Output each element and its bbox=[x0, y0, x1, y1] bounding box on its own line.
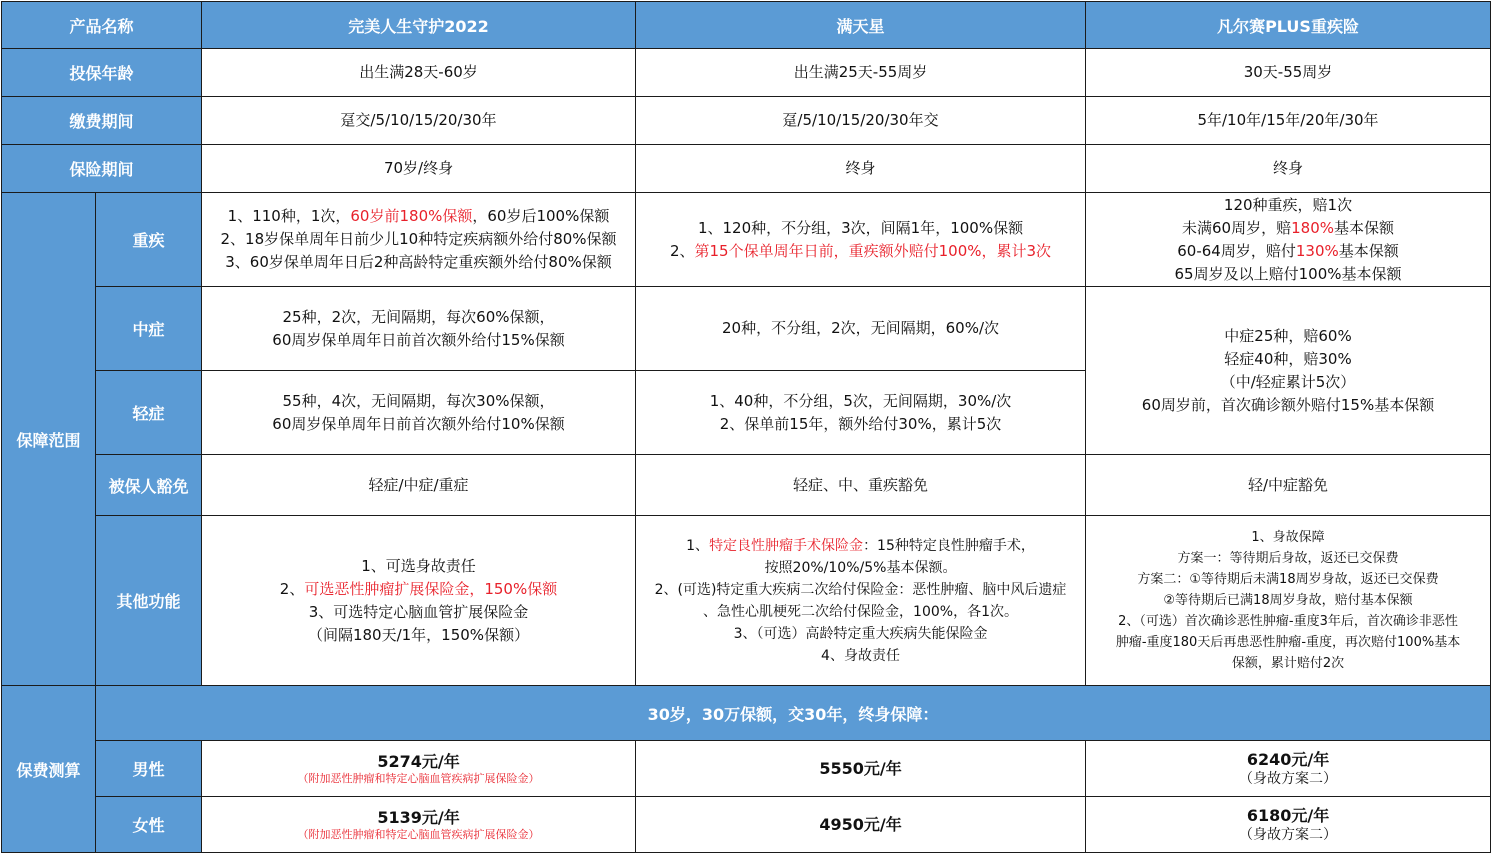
row-label-age: 投保年龄 bbox=[2, 49, 202, 97]
row-pay-period bbox=[2, 97, 1491, 145]
comparison-table bbox=[1, 1, 1491, 853]
medium-p1: 25种，2次，无间隔期，每次60%保额， 60周岁保单周年日前首次额外给付15%保额 bbox=[202, 287, 636, 371]
row-female bbox=[2, 797, 1491, 853]
premium-band-text: 30岁，30万保额，交30年，终身保障： bbox=[96, 686, 1491, 741]
mild-p1: 55种，4次，无间隔期，每次30%保额， 60周岁保单周年日前首次额外给付10%保额 bbox=[202, 371, 636, 455]
header-product-label: 产品名称 bbox=[2, 2, 202, 49]
sub-label-male: 男性 bbox=[96, 741, 202, 797]
term-p3: 终身 bbox=[1086, 145, 1491, 193]
age-p3: 30天-55周岁 bbox=[1086, 49, 1491, 97]
header-product-1: 完美人生守护2022 bbox=[202, 2, 636, 49]
female-p3: 6180元/年 （身故方案二） bbox=[1086, 797, 1491, 853]
row-insure-age bbox=[2, 49, 1491, 97]
row-other-functions bbox=[2, 516, 1491, 686]
row-premium-band bbox=[2, 686, 1491, 741]
row-waiver bbox=[2, 455, 1491, 516]
female-p1: 5139元/年 （附加恶性肿瘤和特定心脑血管疾病扩展保险金） bbox=[202, 797, 636, 853]
waiver-p3: 轻/中症豁免 bbox=[1086, 455, 1491, 516]
critical-p2: 1、120种，不分组，3次，间隔1年，100%保额 2、第15个保单周年日前，重疾额外赔付100%，累计3次 bbox=[636, 193, 1086, 287]
other-p2: 1、特定良性肿瘤手术保险金：15种特定良性肿瘤手术， 按照20%/10%/5%基本保额。 2、(可选)特定重大疾病二次给付保险金：恶性肿瘤、脑中风后遗症 、急性心肌梗死二次给付保险金，100%，各1次。 3、（可选）高龄特定重大疾病失能保险金 4、身故责任 bbox=[636, 516, 1086, 686]
row-insure-term bbox=[2, 145, 1491, 193]
medium-p2: 20种，不分组，2次，无间隔期，60%/次 bbox=[636, 287, 1086, 371]
sub-label-critical: 重疾 bbox=[96, 193, 202, 287]
medium-mild-p3: 中症25种，赔60% 轻症40种，赔30% （中/轻症累计5次） 60周岁前，首次确诊额外赔付15%基本保额 bbox=[1086, 287, 1491, 455]
header-product-2: 满天星 bbox=[636, 2, 1086, 49]
male-p3: 6240元/年 （身故方案二） bbox=[1086, 741, 1491, 797]
header-row bbox=[2, 2, 1491, 49]
male-p2: 5550元/年 bbox=[636, 741, 1086, 797]
pay-p1: 趸交/5/10/15/20/30年 bbox=[202, 97, 636, 145]
term-p1: 70岁/终身 bbox=[202, 145, 636, 193]
row-medium bbox=[2, 287, 1491, 371]
age-p1: 出生满28天-60岁 bbox=[202, 49, 636, 97]
other-p3: 1、身故保障 方案一：等待期后身故，返还已交保费 方案二：①等待期后未满18周岁身故，返还已交保费 ②等待期后已满18周岁身故，赔付基本保额 2、（可选）首次确诊恶性肿瘤-重度3年后，首次确诊非恶性 肿瘤-重度180天后再患恶性肿瘤-重度，再次赔付100%基本 保额，累计赔付2次 bbox=[1086, 516, 1491, 686]
premium-group-label: 保费测算 bbox=[2, 686, 96, 853]
sub-label-mild: 轻症 bbox=[96, 371, 202, 455]
row-critical bbox=[2, 193, 1491, 287]
female-p2: 4950元/年 bbox=[636, 797, 1086, 853]
waiver-p2: 轻症、中、重疾豁免 bbox=[636, 455, 1086, 516]
coverage-group-label: 保障范围 bbox=[2, 193, 96, 686]
row-label-term: 保险期间 bbox=[2, 145, 202, 193]
row-male bbox=[2, 741, 1491, 797]
other-p1: 1、可选身故责任 2、可选恶性肿瘤扩展保险金，150%保额 3、可选特定心脑血管扩展保险金 （间隔180天/1年，150%保额） bbox=[202, 516, 636, 686]
sub-label-female: 女性 bbox=[96, 797, 202, 853]
male-p1: 5274元/年 （附加恶性肿瘤和特定心脑血管疾病扩展保险金） bbox=[202, 741, 636, 797]
sub-label-other: 其他功能 bbox=[96, 516, 202, 686]
pay-p3: 5年/10年/15年/20年/30年 bbox=[1086, 97, 1491, 145]
waiver-p1: 轻症/中症/重症 bbox=[202, 455, 636, 516]
header-product-3: 凡尔赛PLUS重疾险 bbox=[1086, 2, 1491, 49]
term-p2: 终身 bbox=[636, 145, 1086, 193]
age-p2: 出生满25天-55周岁 bbox=[636, 49, 1086, 97]
pay-p2: 趸/5/10/15/20/30年交 bbox=[636, 97, 1086, 145]
critical-p3: 120种重疾，赔1次 未满60周岁，赔180%基本保额 60-64周岁，赔付130%基本保额 65周岁及以上赔付100%基本保额 bbox=[1086, 193, 1491, 287]
sub-label-waiver: 被保人豁免 bbox=[96, 455, 202, 516]
mild-p2: 1、40种，不分组，5次，无间隔期，30%/次 2、保单前15年，额外给付30%，累计5次 bbox=[636, 371, 1086, 455]
critical-p1: 1、110种，1次，60岁前180%保额，60岁后100%保额 2、18岁保单周年日前少儿10种特定疾病额外给付80%保额 3、60岁保单周年日后2种高龄特定重疾额外给付80%保额 bbox=[202, 193, 636, 287]
sub-label-medium: 中症 bbox=[96, 287, 202, 371]
row-label-pay: 缴费期间 bbox=[2, 97, 202, 145]
